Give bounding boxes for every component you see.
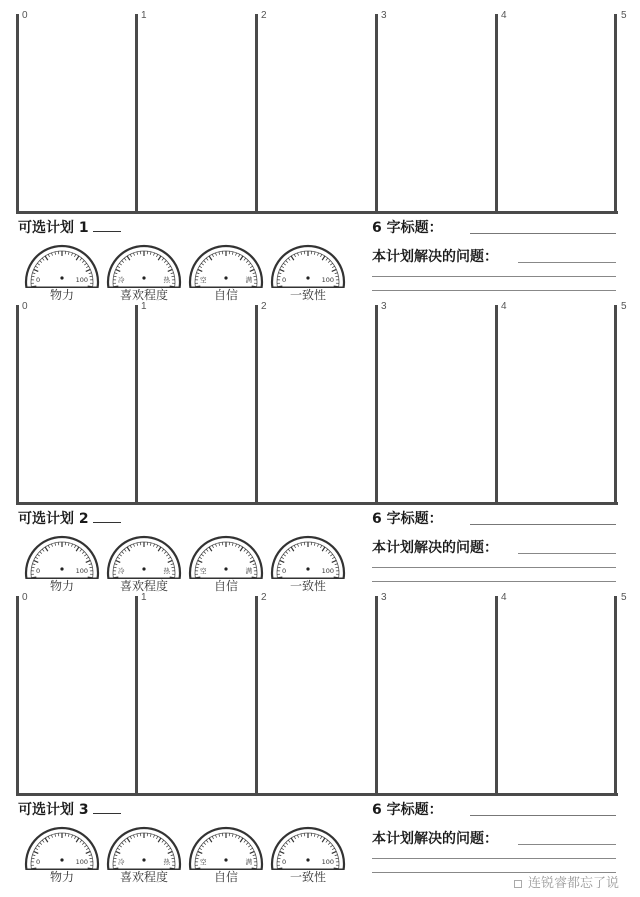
grid-line: [16, 596, 19, 796]
six-word-title-label: 6 字标题：: [372, 220, 443, 236]
gauge-scale-right: 100: [75, 858, 88, 866]
gauge-scale-right: 热: [163, 276, 170, 284]
gauge-label: 喜欢程度: [119, 579, 168, 593]
gauge-scale-right: 满: [245, 858, 252, 866]
problem-label: 本计划解决的问题：: [372, 249, 498, 265]
grid-number: 2: [261, 592, 267, 603]
timeline-grid: [16, 10, 627, 214]
grid-line: [375, 14, 378, 214]
gauge-row: [24, 527, 344, 593]
gauge-center-dot: [224, 567, 227, 570]
problem-line[interactable]: [372, 858, 616, 859]
gauge-scale-left: 冷: [118, 276, 125, 284]
grid-line: [255, 596, 258, 796]
plan-title-text: 可选计划 3: [18, 802, 89, 818]
grid-line: [135, 14, 138, 214]
plan-title: [18, 217, 121, 237]
grid-number: 0: [22, 592, 28, 603]
gauge-scale-right: 100: [321, 858, 334, 866]
watermark-icon: [514, 880, 522, 888]
gauge-center-dot: [224, 276, 227, 279]
gauge-scale-right: 100: [75, 276, 88, 284]
gauge-dial-icon: [270, 818, 346, 870]
problem-line[interactable]: [372, 567, 616, 568]
gauge-scale-left: 空: [200, 276, 207, 284]
gauge-label: 自信: [213, 870, 238, 884]
gauge-liking: [106, 527, 182, 593]
grid-number: 3: [381, 301, 387, 312]
grid-number: 3: [381, 10, 387, 21]
problem-line[interactable]: [372, 581, 616, 582]
gauge-label: 自信: [213, 579, 238, 593]
gauge-scale-left: 0: [282, 567, 287, 575]
six-word-title-label: 6 字标题：: [372, 802, 443, 818]
gauge-liking: [106, 236, 182, 302]
grid-baseline: [16, 211, 618, 214]
problem-line[interactable]: [372, 290, 616, 291]
gauge-center-dot: [306, 567, 309, 570]
gauge-confidence: [188, 818, 264, 884]
gauge-consistency: [270, 527, 346, 593]
gauge-row: [24, 236, 344, 302]
grid-number: 1: [141, 301, 147, 312]
gauge-physical: [24, 527, 100, 593]
plan-section-3: [0, 592, 640, 887]
grid-line: [495, 305, 498, 505]
grid-line: [375, 305, 378, 505]
grid-line: [495, 14, 498, 214]
gauge-label: 喜欢程度: [119, 870, 168, 884]
gauge-consistency: [270, 236, 346, 302]
grid-number: 5: [621, 10, 627, 21]
grid-baseline: [16, 502, 618, 505]
gauge-scale-right: 100: [321, 276, 334, 284]
grid-number: 5: [621, 592, 627, 603]
problem-line[interactable]: [518, 553, 616, 554]
grid-line: [135, 305, 138, 505]
watermark: [514, 872, 619, 891]
gauge-scale-right: 100: [321, 567, 334, 575]
six-word-title-label: 6 字标题：: [372, 511, 443, 527]
gauge-label: 喜欢程度: [119, 288, 168, 302]
grid-line: [135, 596, 138, 796]
gauge-scale-left: 冷: [118, 858, 125, 866]
grid-line: [614, 14, 617, 214]
grid-line: [614, 596, 617, 796]
gauge-scale-left: 0: [282, 276, 287, 284]
gauge-physical: [24, 818, 100, 884]
gauge-dial-icon: [188, 818, 264, 870]
gauge-label: 自信: [213, 288, 238, 302]
gauge-scale-left: 空: [200, 858, 207, 866]
gauge-scale-left: 0: [36, 567, 41, 575]
gauge-confidence: [188, 236, 264, 302]
gauge-label: 一致性: [289, 579, 326, 593]
plan-section-2: [0, 301, 640, 596]
gauge-scale-right: 满: [245, 276, 252, 284]
gauge-center-dot: [142, 567, 145, 570]
grid-line: [255, 14, 258, 214]
gauge-row: [24, 818, 344, 884]
grid-number: 2: [261, 10, 267, 21]
grid-number: 4: [501, 592, 507, 603]
problem-line[interactable]: [372, 276, 616, 277]
grid-number: 0: [22, 10, 28, 21]
gauge-dial-icon: [106, 236, 182, 288]
grid-number: 4: [501, 10, 507, 21]
gauge-scale-right: 100: [75, 567, 88, 575]
gauge-dial-icon: [106, 818, 182, 870]
plan-title-text: 可选计划 2: [18, 511, 89, 527]
plan-section-1: [0, 10, 640, 305]
gauge-center-dot: [306, 276, 309, 279]
gauge-confidence: [188, 527, 264, 593]
problem-line[interactable]: [518, 262, 616, 263]
gauge-scale-left: 0: [36, 276, 41, 284]
grid-line: [16, 14, 19, 214]
gauge-scale-right: 热: [163, 858, 170, 866]
six-word-title-line[interactable]: [470, 815, 616, 816]
gauge-liking: [106, 818, 182, 884]
gauge-label: 物力: [49, 870, 74, 884]
plan-title: [18, 799, 121, 819]
gauge-consistency: [270, 818, 346, 884]
gauge-center-dot: [142, 276, 145, 279]
gauge-scale-left: 冷: [118, 567, 125, 575]
gauge-scale-left: 0: [282, 858, 287, 866]
gauge-dial-icon: [188, 527, 264, 579]
gauge-label: 一致性: [289, 870, 326, 884]
six-word-title-line[interactable]: [470, 233, 616, 234]
six-word-title-line[interactable]: [470, 524, 616, 525]
gauge-physical: [24, 236, 100, 302]
gauge-dial-icon: [24, 236, 100, 288]
gauge-scale-right: 满: [245, 567, 252, 575]
grid-line: [16, 305, 19, 505]
gauge-center-dot: [60, 567, 63, 570]
gauge-center-dot: [60, 276, 63, 279]
gauge-dial-icon: [24, 527, 100, 579]
gauge-dial-icon: [270, 236, 346, 288]
grid-line: [614, 305, 617, 505]
gauge-label: 物力: [49, 579, 74, 593]
gauge-label: 物力: [49, 288, 74, 302]
grid-number: 1: [141, 10, 147, 21]
grid-number: 2: [261, 301, 267, 312]
grid-number: 0: [22, 301, 28, 312]
grid-line: [375, 596, 378, 796]
problem-line[interactable]: [518, 844, 616, 845]
gauge-center-dot: [224, 858, 227, 861]
grid-number: 4: [501, 301, 507, 312]
timeline-grid: [16, 592, 627, 796]
gauge-dial-icon: [270, 527, 346, 579]
plan-title-text: 可选计划 1: [18, 220, 89, 236]
grid-line: [495, 596, 498, 796]
gauge-center-dot: [142, 858, 145, 861]
grid-number: 1: [141, 592, 147, 603]
gauge-scale-right: 热: [163, 567, 170, 575]
plan-title-blank[interactable]: [93, 510, 121, 523]
grid-baseline: [16, 793, 618, 796]
gauge-scale-left: 空: [200, 567, 207, 575]
gauge-dial-icon: [24, 818, 100, 870]
gauge-label: 一致性: [289, 288, 326, 302]
grid-number: 3: [381, 592, 387, 603]
plan-title: [18, 508, 121, 528]
gauge-scale-left: 0: [36, 858, 41, 866]
problem-label: 本计划解决的问题：: [372, 831, 498, 847]
timeline-grid: [16, 301, 627, 505]
grid-number: 5: [621, 301, 627, 312]
gauge-center-dot: [60, 858, 63, 861]
gauge-dial-icon: [106, 527, 182, 579]
gauge-dial-icon: [188, 236, 264, 288]
watermark-text: 连锐睿都忘了说: [528, 876, 620, 891]
plan-title-blank[interactable]: [93, 801, 121, 814]
plan-title-blank[interactable]: [93, 219, 121, 232]
gauge-center-dot: [306, 858, 309, 861]
grid-line: [255, 305, 258, 505]
problem-label: 本计划解决的问题：: [372, 540, 498, 556]
